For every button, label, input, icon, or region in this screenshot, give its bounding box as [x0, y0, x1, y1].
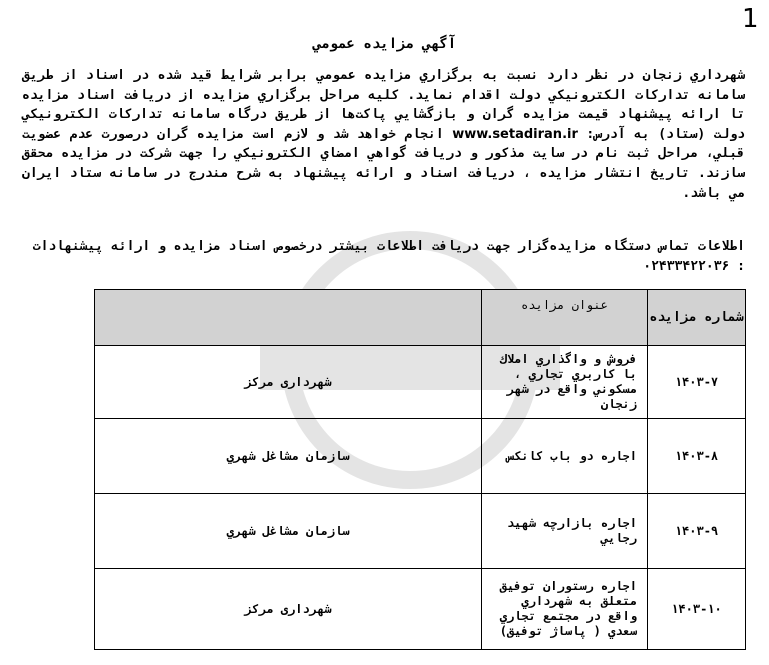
- table-row: [95, 346, 746, 419]
- auction-number: ۱۴۰۳-۱۰: [648, 569, 746, 650]
- table-header-row: [95, 290, 746, 346]
- header-number: شماره مزايده: [648, 290, 746, 346]
- auction-number: ۱۴۰۳-۷: [648, 346, 746, 419]
- auction-executor: شهرداری مرکز: [95, 569, 482, 650]
- page-number: 1: [742, 4, 759, 34]
- auction-executor: شهرداری مرکز: [95, 346, 482, 419]
- header-executor: [95, 290, 482, 346]
- auction-subject: اجاره دو باب كانكس: [482, 419, 648, 494]
- page-title: آگهي مزايده عمومي: [312, 36, 457, 52]
- table-row: [95, 569, 746, 650]
- body-paragraph: شهرداري زنجان در نظر دارد نسبت به برگزاري مزايده عمومي برابر شرايط قيد شده در اسناد از طريق سامانه تداركات الكترونيكي دولت اقدام نمايد. كليه مراحل برگزاري مزايده از دريافت اسناد مزايده تا ارائه پيشنهاد قيمت مزايده گران و بازگشايي پاكت‌ها از طريق درگاه سامانه تداركات الكترونيكي دولت (ستاد) به آدرس:: [22, 68, 745, 142]
- announcement-body: [22, 66, 745, 203]
- table-row: [95, 419, 746, 494]
- contact-info: اطلاعات تماس دستگاه مزايده‌گزار جهت دريافت اطلاعات بيشتر درخصوص اسناد مزايده و ارائه پيشنهادات : ۰۲۴۳۳۴۲۲۰۳۶: [32, 239, 745, 274]
- website-link[interactable]: www.setadiran.ir: [452, 126, 578, 142]
- auction-number: ۱۴۰۳-۸: [648, 419, 746, 494]
- auction-table: [94, 289, 746, 650]
- auction-number: ۱۴۰۳-۹: [648, 494, 746, 569]
- header-subject: عنوان مزايده: [482, 290, 648, 346]
- auction-executor: سازمان مشاغل شهري: [95, 494, 482, 569]
- auction-subject: اجاره رستوران توفيق متعلق به شهرداري واقع در مجتمع تجاري سعدي ( پاساژ توفيق): [482, 569, 648, 650]
- auction-executor: سازمان مشاغل شهري: [95, 419, 482, 494]
- table-row: [95, 494, 746, 569]
- auction-subject: فروش و واگذاري املاك با كاربري تجاري ، مسكوني واقع در شهر زنجان: [482, 346, 648, 419]
- auction-subject: اجاره بازارچه شهيد رجايي: [482, 494, 648, 569]
- body-paragraph-2: انجام خواهد شد و لازم است مزايده گران درصورت عدم عضويت قبلي، مراحل ثبت نام در سايت مذكور و دريافت گواهي امضاي الكترونيكي را جهت شركت در مزايده محقق سازند. تاريخ انتشار مزايده ، دريافت اسناد و ارائه پيشنهاد به شرح مندرج در سامانه ستاد ايران مي باشد.: [22, 126, 745, 201]
